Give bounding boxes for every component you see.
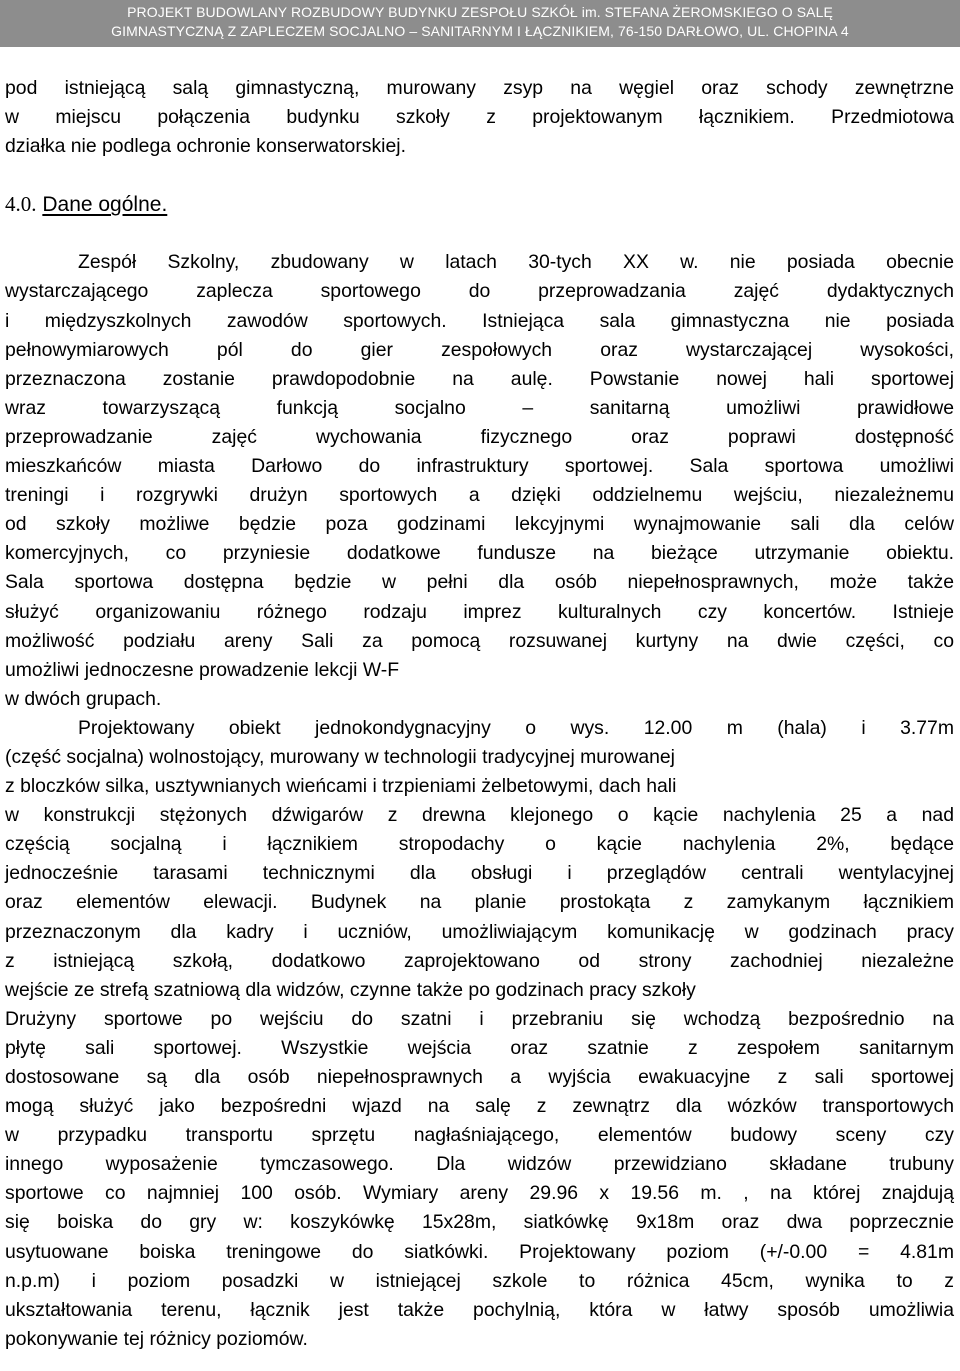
page-header [0, 0, 960, 47]
text-line: w konstrukcji stężonych dźwigarów z drewna klejonego o kącie nachylenia 25 a nad [5, 804, 954, 827]
text-line: Sala sportowa dostępna będzie w pełni dla osób niepełnosprawnych, może także [5, 571, 954, 594]
text-line: innego wyposażenie tymczasowego. Dla widzów przewidziano składane trubuny [5, 1153, 954, 1176]
text-line: pokonywanie tej różnicy poziomów. [5, 1327, 308, 1350]
text-line: służyć organizowaniu różnego rodzaju imprez kulturalnych czy koncertów. Istnieje [5, 600, 954, 623]
text-line: komercyjnych, co przyniesie dodatkowe fundusze na bieżące utrzymanie obiektu. [5, 542, 954, 565]
text-line: od szkoły możliwe będzie poza godzinami lekcyjnymi wynajmowanie sali dla celów [5, 513, 954, 536]
text-line: wraz towarzyszącą funkcją socjalno – sanitarną umożliwi prawidłowe [5, 396, 954, 419]
text-line: z istniejącą szkołą, dodatkowo zaprojektowano od strony zachodniej niezależne [5, 949, 954, 972]
text-line: mieszkańców miasta Darłowo do infrastruktury sportowej. Sala sportowa umożliwi [5, 455, 954, 478]
paragraph-1 [5, 248, 954, 714]
text-line: przeznaczona zostanie prawdopodobnie na aulę. Powstanie nowej hali sportowej [5, 367, 954, 390]
text-line: mogą służyć jako bezpośredni wjazd na salę z zewnątrz dla wózków transportowych [5, 1095, 954, 1118]
text-line: Projektowany obiekt jednokondygnacyjny o wys. 12.00 m (hala) i 3.77m [78, 716, 954, 739]
text-line: z bloczków silka, usztywnianych wieńcami i trzpieniami żelbetowymi, dach hali [5, 775, 677, 798]
text-line: wejście ze strefą szatniową dla widzów, czynne także po godzinach pracy szkoły [5, 978, 696, 1001]
text-line: ukształtowania terenu, łącznik jest także pochylnią, która w łatwy sposób umożliwia [5, 1298, 954, 1321]
text-line: w miejscu połączenia budynku szkoły z projektowanym łącznikiem. Przedmiotowa [5, 106, 954, 129]
text-line: wystarczającego zaplecza sportowego do przeprowadzania zajęć dydaktycznych [5, 280, 954, 303]
text-line: w dwóch grupach. [5, 687, 162, 710]
header-line-1: PROJEKT BUDOWLANY ROZBUDOWY BUDYNKU ZESPOŁU SZKÓŁ im. STEFANA ŻEROMSKIEGO O SALĘ [127, 4, 833, 20]
text-line: usytuowane boiska treningowe do siatkówki. Projektowany poziom (+/-0.00 = 4.81m [5, 1240, 954, 1263]
document-body [5, 74, 954, 1354]
section-title: Dane ogólne. [42, 193, 168, 217]
text-line: sportowe co najmniej 100 osób. Wymiary areny 29.96 x 19.56 m. , na której znajdują [5, 1182, 954, 1205]
text-line: (część socjalna) wolnostojący, murowany w technologii tradycyjnej murowanej [5, 745, 675, 768]
intro-paragraph [5, 74, 954, 161]
text-line: pełnowymiarowych pól do gier zespołowych oraz wystarczającej wysokości, [5, 338, 954, 361]
section-heading [5, 190, 954, 219]
text-line: przeprowadzanie zajęć wychowania fizycznego oraz poprawi dostępność [5, 425, 954, 448]
text-line: się boiska do gry w: koszykówkę 15x28m, siatkówkę 9x18m oraz dwa poprzecznie [5, 1211, 954, 1234]
text-line: n.p.m) i poziom posadzki w istniejącej szkole to różnica 45cm, wynika to z [5, 1269, 954, 1292]
text-line: w przypadku transportu sprzętu nagłaśniającego, elementów budowy sceny czy [5, 1124, 954, 1147]
text-line: działka nie podlega ochronie konserwatorskiej. [5, 135, 406, 158]
paragraph-2 [5, 714, 954, 1354]
text-line: pod istniejącą salą gimnastyczną, murowany zsyp na węgiel oraz schody zewnętrzne [5, 77, 954, 99]
text-line: jednocześnie tarasami technicznymi dla obsługi i przeglądów centrali wentylacyjnej [5, 862, 954, 885]
text-line: możliwość podziału areny Sali za pomocą rozsuwanej kurtyny na dwie części, co [5, 629, 954, 652]
text-line: umożliwi jednoczesne prowadzenie lekcji W-F [5, 658, 400, 681]
text-line: dostosowane są dla osób niepełnosprawnych a wyjścia ewakuacyjne z sali sportowej [5, 1066, 954, 1088]
text-line: i międzyszkolnych zawodów sportowych. Istniejąca sala gimnastyczna nie posiada [5, 309, 954, 332]
text-line: Drużyny sportowe po wejściu do szatni i przebraniu się wchodzą bezpośrednio na [5, 1007, 954, 1030]
text-line: płytę sali sportowej. Wszystkie wejścia oraz szatnie z zespołem sanitarnym [5, 1036, 954, 1059]
text-line: przeznaczonym dla kadry i uczniów, umożliwiającym komunikację w godzinach pracy [5, 920, 954, 943]
text-line: treningi i rozgrywki drużyn sportowych a dzięki oddzielnemu wejściu, niezależnemu [5, 484, 954, 507]
text-line: oraz elementów elewacji. Budynek na planie prostokąta z zamykanym łącznikiem [5, 891, 954, 914]
header-line-2: GIMNASTYCZNĄ Z ZAPLECZEM SOCJALNO – SANITARNYM I ŁĄCZNIKIEM, 76-150 DARŁOWO, UL. CHOPINA 4 [111, 23, 849, 39]
text-line: częścią socjalną i łącznikiem stropodachy o kącie nachylenia 2%, będące [5, 833, 954, 856]
text-line: Zespół Szkolny, zbudowany w latach 30-tych XX w. nie posiada obecnie [78, 251, 954, 274]
section-number: 4.0. [5, 192, 37, 217]
